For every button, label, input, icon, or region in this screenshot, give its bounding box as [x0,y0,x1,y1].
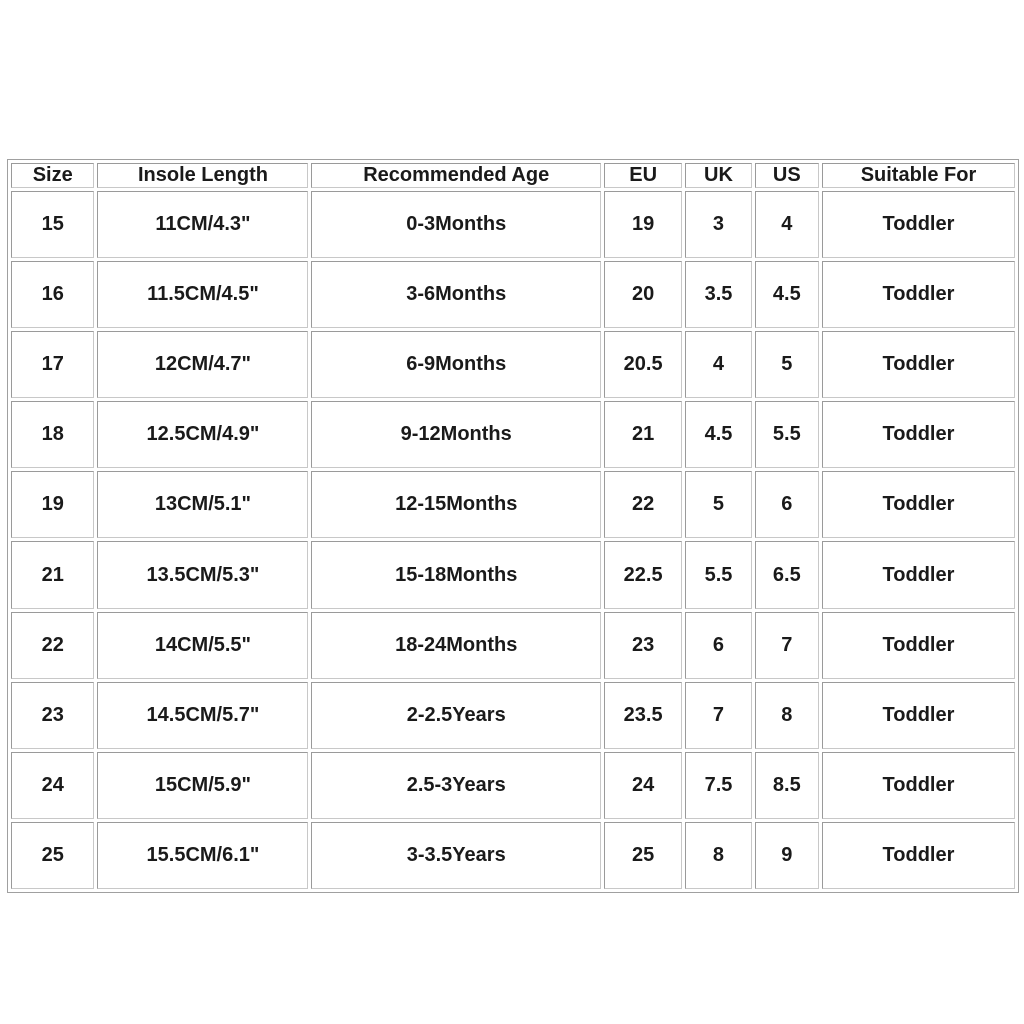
cell-suitable-for: Toddler [822,261,1015,328]
cell-insole-length: 11CM/4.3" [97,191,308,258]
cell-suitable-for: Toddler [822,612,1015,679]
cell-uk: 4 [685,331,751,398]
table-row [11,682,1015,749]
cell-eu: 19 [604,191,682,258]
cell-suitable-for: Toddler [822,471,1015,538]
cell-suitable-for: Toddler [822,401,1015,468]
cell-size: 16 [11,261,94,328]
header-size: Size [11,163,94,188]
cell-uk: 7.5 [685,752,751,819]
header-uk: UK [685,163,751,188]
cell-recommended-age: 15-18Months [311,541,600,608]
size-chart-table [7,159,1019,893]
table-row [11,401,1015,468]
table-row [11,331,1015,398]
cell-eu: 23 [604,612,682,679]
header-eu: EU [604,163,682,188]
cell-uk: 5.5 [685,541,751,608]
cell-size: 25 [11,822,94,889]
cell-recommended-age: 2.5-3Years [311,752,600,819]
cell-suitable-for: Toddler [822,541,1015,608]
cell-size: 23 [11,682,94,749]
cell-insole-length: 12CM/4.7" [97,331,308,398]
cell-eu: 24 [604,752,682,819]
cell-size: 22 [11,612,94,679]
cell-recommended-age: 0-3Months [311,191,600,258]
header-insole-length: Insole Length [97,163,308,188]
cell-eu: 22.5 [604,541,682,608]
table-row [11,612,1015,679]
cell-eu: 25 [604,822,682,889]
cell-recommended-age: 12-15Months [311,471,600,538]
cell-us: 5.5 [755,401,819,468]
cell-recommended-age: 3-3.5Years [311,822,600,889]
header-suitable-for: Suitable For [822,163,1015,188]
cell-us: 6.5 [755,541,819,608]
table-row [11,471,1015,538]
cell-suitable-for: Toddler [822,822,1015,889]
cell-recommended-age: 2-2.5Years [311,682,600,749]
cell-uk: 3 [685,191,751,258]
header-row [11,163,1015,188]
cell-uk: 3.5 [685,261,751,328]
cell-size: 21 [11,541,94,608]
cell-size: 24 [11,752,94,819]
cell-uk: 5 [685,471,751,538]
cell-size: 15 [11,191,94,258]
cell-insole-length: 14CM/5.5" [97,612,308,679]
cell-eu: 20 [604,261,682,328]
cell-insole-length: 15.5CM/6.1" [97,822,308,889]
cell-suitable-for: Toddler [822,682,1015,749]
cell-us: 7 [755,612,819,679]
cell-uk: 6 [685,612,751,679]
cell-suitable-for: Toddler [822,752,1015,819]
cell-size: 19 [11,471,94,538]
cell-uk: 7 [685,682,751,749]
cell-suitable-for: Toddler [822,331,1015,398]
cell-insole-length: 12.5CM/4.9" [97,401,308,468]
cell-recommended-age: 9-12Months [311,401,600,468]
cell-us: 5 [755,331,819,398]
cell-us: 4 [755,191,819,258]
cell-eu: 22 [604,471,682,538]
cell-eu: 23.5 [604,682,682,749]
table-row [11,822,1015,889]
table-row [11,191,1015,258]
cell-insole-length: 13CM/5.1" [97,471,308,538]
cell-us: 4.5 [755,261,819,328]
table-row [11,261,1015,328]
cell-size: 17 [11,331,94,398]
header-recommended-age: Recommended Age [311,163,600,188]
cell-insole-length: 13.5CM/5.3" [97,541,308,608]
cell-eu: 21 [604,401,682,468]
cell-us: 8 [755,682,819,749]
cell-uk: 4.5 [685,401,751,468]
cell-recommended-age: 18-24Months [311,612,600,679]
table-row [11,752,1015,819]
cell-eu: 20.5 [604,331,682,398]
cell-us: 8.5 [755,752,819,819]
cell-us: 9 [755,822,819,889]
cell-uk: 8 [685,822,751,889]
cell-recommended-age: 6-9Months [311,331,600,398]
header-us: US [755,163,819,188]
table-row [11,541,1015,608]
cell-insole-length: 11.5CM/4.5" [97,261,308,328]
cell-insole-length: 14.5CM/5.7" [97,682,308,749]
cell-size: 18 [11,401,94,468]
cell-recommended-age: 3-6Months [311,261,600,328]
cell-insole-length: 15CM/5.9" [97,752,308,819]
cell-us: 6 [755,471,819,538]
cell-suitable-for: Toddler [822,191,1015,258]
